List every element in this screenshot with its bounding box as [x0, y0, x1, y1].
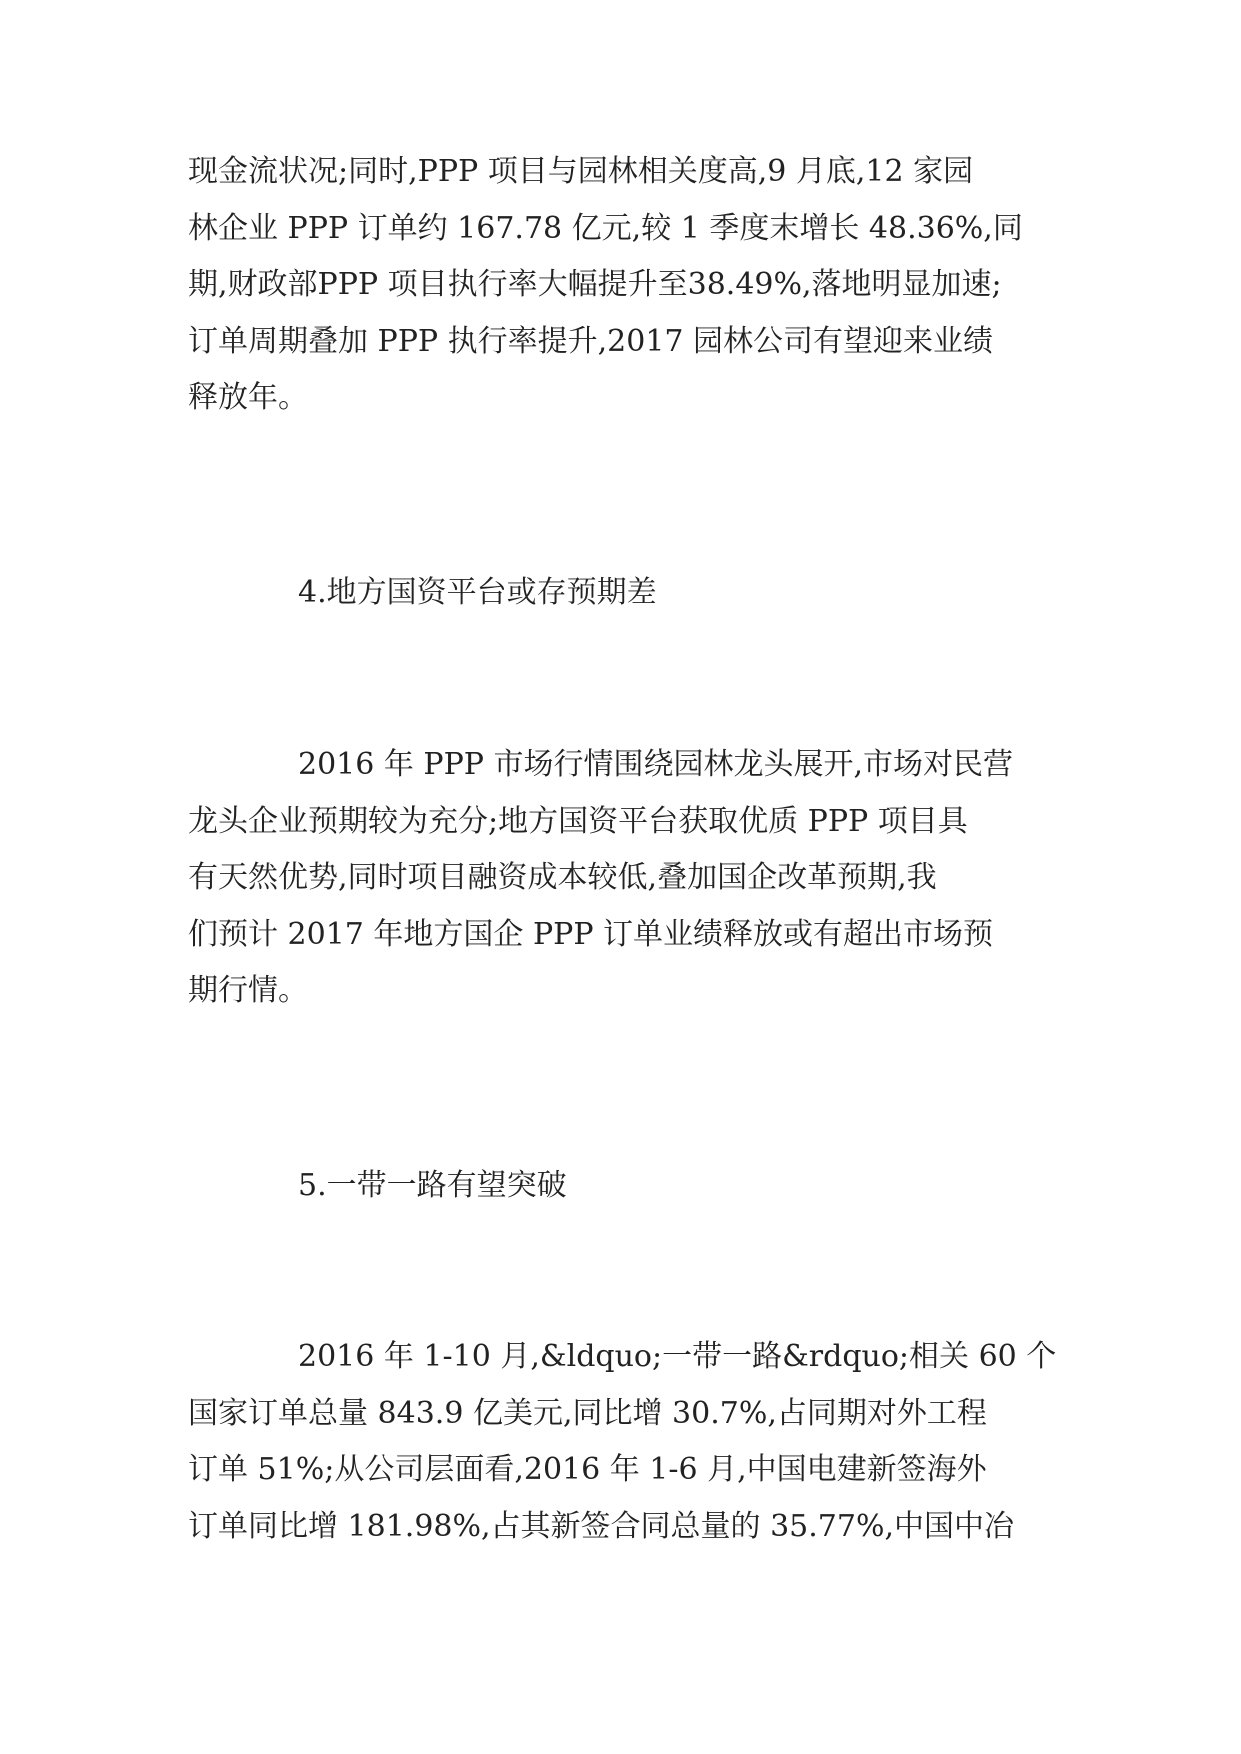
paragraph-2-line-5: 期行情。: [188, 973, 308, 1008]
paragraph-2-line-3: 有天然优势,同时项目融资成本较低,叠加国企改革预期,我: [188, 860, 937, 895]
paragraph-1-line-4: 订单周期叠加 PPP 执行率提升,2017 园林公司有望迎来业绩: [188, 324, 994, 359]
paragraph-3-line-4: 订单同比增 181.98%,占其新签合同总量的 35.77%,中国中冶: [188, 1509, 1015, 1544]
paragraph-1-line-3: 期,财政部PPP 项目执行率大幅提升至38.49%,落地明显加速;: [188, 267, 1002, 302]
section-heading-5: 5.一带一路有望突破: [298, 1168, 567, 1203]
paragraph-3-line-2: 国家订单总量 843.9 亿美元,同比增 30.7%,占同期对外工程: [188, 1396, 987, 1431]
paragraph-2-line-2: 龙头企业预期较为充分;地方国资平台获取优质 PPP 项目具: [188, 804, 968, 839]
paragraph-2-line-4: 们预计 2017 年地方国企 PPP 订单业绩释放或有超出市场预: [188, 917, 994, 952]
section-heading-4: 4.地方国资平台或存预期差: [298, 575, 657, 610]
paragraph-1-line-1: 现金流状况;同时,PPP 项目与园林相关度高,9 月底,12 家园: [188, 154, 974, 189]
paragraph-3-line-1: 2016 年 1-10 月,&ldquo;一带一路&rdquo;相关 60 个: [298, 1339, 1057, 1374]
paragraph-3-line-3: 订单 51%;从公司层面看,2016 年 1-6 月,中国电建新签海外: [188, 1452, 987, 1487]
paragraph-2-line-1: 2016 年 PPP 市场行情围绕园林龙头展开,市场对民营: [298, 747, 1014, 782]
paragraph-1-line-2: 林企业 PPP 订单约 167.78 亿元,较 1 季度末增长 48.36%,同: [188, 211, 1023, 246]
paragraph-1-line-5: 释放年。: [188, 380, 308, 415]
